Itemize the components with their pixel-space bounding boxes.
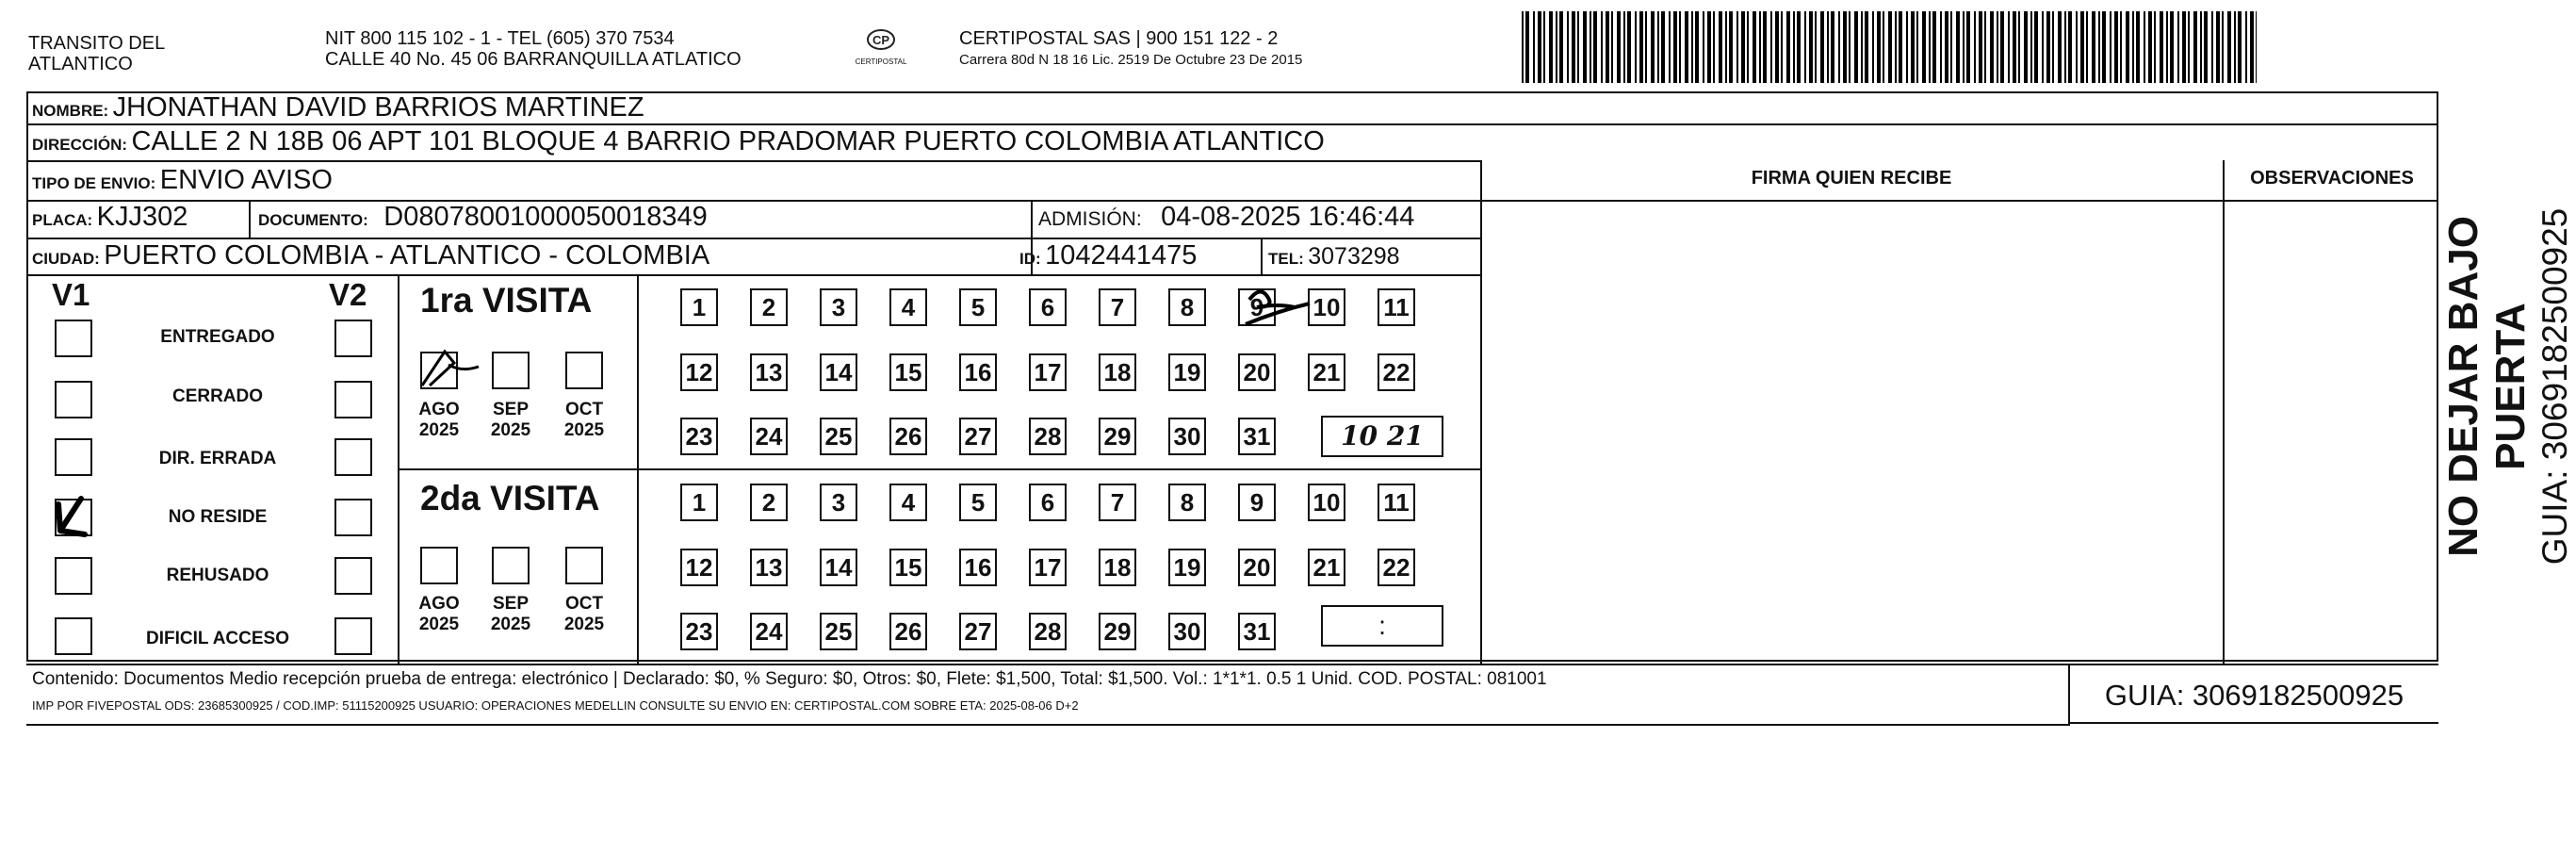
handwritten-check-icon — [1240, 279, 1315, 336]
v1-label: V1 — [52, 277, 90, 312]
logo-text: CERTIPOSTAL — [855, 57, 907, 66]
second-visit-day-5[interactable]: 5 — [959, 484, 997, 521]
v1-rehusado-checkbox[interactable] — [55, 557, 92, 595]
v1-month-oct-checkbox[interactable] — [565, 352, 603, 389]
status-dir-errada: DIR. ERRADA — [158, 449, 277, 468]
first-visit-day-13[interactable]: 13 — [750, 353, 788, 391]
first-visit-time: 10 21 — [1341, 420, 1424, 451]
nit-line: NIT 800 115 102 - 1 - TEL (605) 370 7534 — [325, 28, 675, 49]
v2-label: V2 — [329, 277, 367, 312]
status-no-reside: NO RESIDE — [168, 507, 268, 527]
guia-box: GUIA: 3069182500925 — [2104, 679, 2405, 712]
logo-icon — [862, 28, 900, 55]
company-line: CERTIPOSTAL SAS | 900 151 122 - 2 — [959, 28, 1279, 49]
admision-label: ADMISIÓN: — [1038, 208, 1142, 230]
tel-label: TEL: — [1268, 250, 1304, 268]
first-visit-day-10[interactable]: 10 — [1308, 288, 1345, 326]
tipo-label: TIPO DE ENVIO: — [32, 174, 156, 192]
documento-value: D08078001000050018349 — [383, 202, 708, 232]
second-visit-day-4[interactable]: 4 — [889, 484, 927, 521]
second-visit-day-2[interactable]: 2 — [750, 484, 788, 521]
second-visit-day-13[interactable]: 13 — [750, 549, 788, 586]
second-visit-day-3[interactable]: 3 — [820, 484, 857, 521]
second-visit-day-29[interactable]: 29 — [1099, 613, 1136, 650]
address-line: CALLE 40 No. 45 06 BARRANQUILLA ATLATICO — [325, 49, 742, 70]
divider — [2223, 160, 2225, 664]
status-dificil-acceso: DIFICIL ACCESO — [145, 629, 289, 648]
v2-entregado-checkbox[interactable] — [334, 320, 372, 357]
first-visit-day-14[interactable]: 14 — [820, 353, 857, 391]
firma-label: FIRMA QUIEN RECIBE — [1751, 168, 1952, 189]
first-visit-day-26[interactable]: 26 — [889, 418, 927, 455]
second-visit-day-28[interactable]: 28 — [1029, 613, 1067, 650]
tipo-row — [32, 165, 333, 196]
divider — [26, 664, 2438, 665]
second-visit-day-31[interactable]: 31 — [1238, 613, 1276, 650]
v2-month-ago: AGO 2025 — [418, 594, 460, 634]
first-visit-day-28[interactable]: 28 — [1029, 418, 1067, 455]
nombre-label: NOMBRE: — [32, 102, 109, 120]
svg-text:CP: CP — [872, 33, 890, 47]
first-visit-day-30[interactable]: 30 — [1168, 418, 1206, 455]
first-visit-day-8[interactable]: 8 — [1168, 288, 1206, 326]
first-visit-time-box[interactable] — [1321, 416, 1443, 457]
v2-month-sep-checkbox[interactable] — [492, 547, 530, 584]
sender-name — [28, 33, 165, 74]
second-visit-time-box[interactable] — [1321, 605, 1443, 647]
tel-cell — [1268, 243, 1400, 271]
status-entregado: ENTREGADO — [160, 327, 275, 347]
second-visit-day-17[interactable]: 17 — [1029, 549, 1067, 586]
second-visit-day-11[interactable]: 11 — [1378, 484, 1415, 521]
v1-month-oct: OCT 2025 — [563, 400, 605, 440]
first-visit-day-12[interactable]: 12 — [680, 353, 718, 391]
check-mark-icon — [416, 344, 482, 389]
divider — [398, 468, 1482, 470]
first-visit-day-4[interactable]: 4 — [889, 288, 927, 326]
divider — [2068, 722, 2438, 724]
barcode — [1522, 11, 2257, 83]
company-info — [959, 28, 1302, 71]
contenido-line: Contenido: Documentos Medio recepción prueba de entrega: electrónico | Declarado: $0, % Seguro: $0, Otros: $0, Flete: $1,500, Total: $1,500. Vol.: 1*1*1. 0.5 1 Unid. COD. POSTAL: 081001 — [32, 669, 1547, 689]
divider — [26, 724, 2070, 726]
side-guia: GUIA: 3069182500925 — [2535, 207, 2574, 566]
first-visit-day-24[interactable]: 24 — [750, 418, 788, 455]
first-visit-day-9[interactable]: 9 — [1238, 288, 1276, 326]
second-visit-day-8[interactable]: 8 — [1168, 484, 1206, 521]
placa-label: PLACA: — [32, 211, 93, 229]
observaciones-label: OBSERVACIONES — [2250, 168, 2414, 189]
v1-month-sep-checkbox[interactable] — [492, 352, 530, 389]
documento-cell — [258, 202, 708, 233]
license-line: Carrera 80d N 18 16 Lic. 2519 De Octubre 23 De 2015 — [959, 52, 1303, 68]
tipo-value: ENVIO AVISO — [159, 165, 333, 195]
v2-month-ago-checkbox[interactable] — [420, 547, 458, 584]
admision-value: 04-08-2025 16:46:44 — [1161, 202, 1415, 232]
first-visit-day-16[interactable]: 16 — [959, 353, 997, 391]
first-visit-day-5[interactable]: 5 — [959, 288, 997, 326]
second-visit-label: 2da VISITA — [420, 479, 600, 517]
v1-dir-errada-checkbox[interactable] — [55, 438, 92, 476]
check-mark-icon — [51, 493, 92, 538]
second-visit-day-1[interactable]: 1 — [680, 484, 718, 521]
first-visit-day-22[interactable]: 22 — [1378, 353, 1415, 391]
first-visit-day-7[interactable]: 7 — [1099, 288, 1136, 326]
second-visit-day-23[interactable]: 23 — [680, 613, 718, 650]
first-visit-day-11[interactable]: 11 — [1378, 288, 1415, 326]
first-visit-day-2[interactable]: 2 — [750, 288, 788, 326]
first-visit-day-17[interactable]: 17 — [1029, 353, 1067, 391]
first-visit-day-27[interactable]: 27 — [959, 418, 997, 455]
first-visit-day-15[interactable]: 15 — [889, 353, 927, 391]
direccion-row — [32, 126, 1325, 157]
status-rehusado: REHUSADO — [166, 566, 269, 585]
second-visit-day-19[interactable]: 19 — [1168, 549, 1206, 586]
v1-dificil-acceso-checkbox[interactable] — [55, 617, 92, 655]
ciudad-value: PUERTO COLOMBIA - ATLANTICO - COLOMBIA — [104, 240, 710, 271]
second-visit-day-18[interactable]: 18 — [1099, 549, 1136, 586]
v2-month-oct-checkbox[interactable] — [565, 547, 603, 584]
direccion-value: CALLE 2 N 18B 06 APT 101 BLOQUE 4 BARRIO PRADOMAR PUERTO COLOMBIA ATLANTICO — [131, 126, 1325, 156]
v2-month-sep: SEP 2025 — [490, 594, 531, 634]
second-visit-day-25[interactable]: 25 — [820, 613, 857, 650]
v2-rehusado-checkbox[interactable] — [334, 557, 372, 595]
second-visit-day-9[interactable]: 9 — [1238, 484, 1276, 521]
sender-info — [325, 28, 742, 70]
second-visit-time: : — [1378, 611, 1386, 640]
first-visit-day-31[interactable]: 31 — [1238, 418, 1276, 455]
second-visit-day-20[interactable]: 20 — [1238, 549, 1276, 586]
nombre-value: JHONATHAN DAVID BARRIOS MARTINEZ — [112, 92, 644, 123]
first-visit-day-6[interactable]: 6 — [1029, 288, 1067, 326]
v1-month-ago: AGO 2025 — [418, 400, 460, 440]
placa-value: KJJ302 — [96, 202, 188, 232]
side-text — [2440, 127, 2574, 646]
divider — [2068, 664, 2070, 724]
first-visit-day-23[interactable]: 23 — [680, 418, 718, 455]
status-cerrado: CERRADO — [171, 386, 264, 406]
v2-month-oct: OCT 2025 — [563, 594, 605, 634]
sender-name-line1: TRANSITO DEL — [28, 33, 166, 54]
second-visit-day-14[interactable]: 14 — [820, 549, 857, 586]
v1-month-ago-checkbox[interactable] — [420, 352, 458, 389]
no-dejar-bajo-puerta: NO DEJAR BAJO PUERTA — [2440, 216, 2534, 557]
first-visit-day-19[interactable]: 19 — [1168, 353, 1206, 391]
first-visit-day-29[interactable]: 29 — [1099, 418, 1136, 455]
first-visit-day-1[interactable]: 1 — [680, 288, 718, 326]
id-label: ID: — [1019, 250, 1041, 268]
second-visit-day-26[interactable]: 26 — [889, 613, 927, 650]
id-cell — [1019, 240, 1197, 271]
admision-cell — [1038, 202, 1414, 233]
second-visit-day-27[interactable]: 27 — [959, 613, 997, 650]
nombre-row — [32, 92, 644, 123]
divider — [1261, 238, 1263, 274]
v2-dir-errada-checkbox[interactable] — [334, 438, 372, 476]
divider — [26, 123, 2438, 125]
v1-no-reside-checkbox[interactable] — [55, 499, 92, 536]
divider — [1480, 160, 1482, 664]
divider — [26, 238, 1482, 239]
first-visit-label: 1ra VISITA — [420, 281, 593, 320]
tel-value: 3073298 — [1308, 243, 1400, 270]
second-visit-day-6[interactable]: 6 — [1029, 484, 1067, 521]
second-visit-day-22[interactable]: 22 — [1378, 549, 1415, 586]
second-visit-day-16[interactable]: 16 — [959, 549, 997, 586]
ciudad-cell — [32, 240, 709, 271]
certipostal-logo — [843, 28, 919, 66]
placa-cell — [32, 202, 187, 233]
divider — [26, 274, 1482, 276]
first-visit-day-20[interactable]: 20 — [1238, 353, 1276, 391]
second-visit-day-24[interactable]: 24 — [750, 613, 788, 650]
direccion-label: DIRECCIÓN: — [32, 136, 128, 154]
documento-label: DOCUMENTO: — [258, 211, 368, 229]
first-visit-day-18[interactable]: 18 — [1099, 353, 1136, 391]
v2-no-reside-checkbox[interactable] — [334, 499, 372, 536]
v1-cerrado-checkbox[interactable] — [55, 381, 92, 418]
divider — [26, 160, 1482, 162]
second-visit-day-10[interactable]: 10 — [1308, 484, 1345, 521]
first-visit-day-21[interactable]: 21 — [1308, 353, 1345, 391]
sender-name-line2: ATLANTICO — [28, 54, 133, 74]
imp-line: IMP POR FIVEPOSTAL ODS: 23685300925 / COD.IMP: 51115200925 USUARIO: OPERACIONES MEDELLIN CONSULTE SU ENVIO EN: CERTIPOSTAL.COM SOBRE ETA: 2025-08-06 D+2 — [32, 698, 1079, 713]
second-visit-day-7[interactable]: 7 — [1099, 484, 1136, 521]
first-visit-day-3[interactable]: 3 — [820, 288, 857, 326]
second-visit-day-21[interactable]: 21 — [1308, 549, 1345, 586]
v2-cerrado-checkbox[interactable] — [334, 381, 372, 418]
second-visit-day-15[interactable]: 15 — [889, 549, 927, 586]
v1-entregado-checkbox[interactable] — [55, 320, 92, 357]
second-visit-day-30[interactable]: 30 — [1168, 613, 1206, 650]
v1-month-sep: SEP 2025 — [490, 400, 531, 440]
id-value: 1042441475 — [1045, 240, 1198, 271]
divider — [249, 200, 251, 238]
first-visit-day-25[interactable]: 25 — [820, 418, 857, 455]
ciudad-label: CIUDAD: — [32, 250, 100, 268]
second-visit-day-12[interactable]: 12 — [680, 549, 718, 586]
